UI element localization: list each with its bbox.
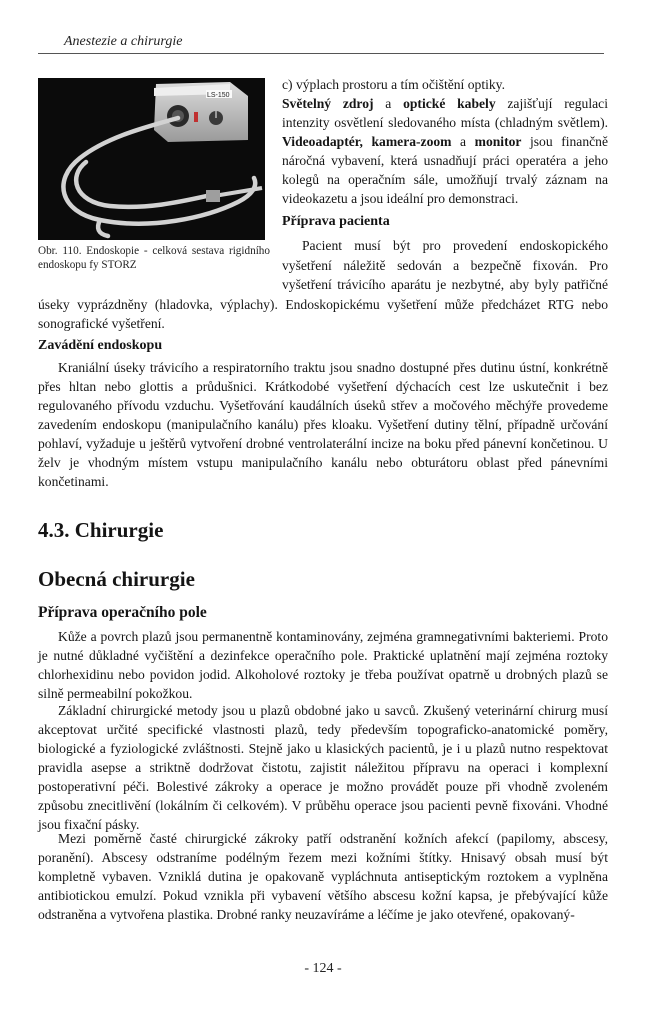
patient-prep-text: Pacient musí být pro provedení endoskopického vyšetření náležitě sedován a bezpečně fixován. Pro vyšetření trávicího aparátu je nezbytné, aby byly patřičné úseky vyprázdněny (hladovka, výplachy). Endoskopickému vyšetření může předcházet RTG nebo sonografické vyšetření. bbox=[38, 238, 608, 331]
paragraph-surgical-methods: Základní chirurgické metody jsou u plazů obdobné jako u savců. Zkušený veterinární chirurg musí akceptovat určité specifické vlastnosti plazů, tedy především topograficko-anatomické poměry, biologické a fyziologické zvláštnosti. Stejně jako u klasických pacientů, je i u plazů nutno respektovat pravidla asepse a striktně dodržovat čistotu, zajistit náležitou přípravu na operaci i komplexní postoperativní péči. Bolestivé zákroky a operace je možno provádět pouze při vhodně zvoleném způsobu znecitlivění (lokálním či celkovém). V průběhu operace jsou pacienti pevně fixováni. Vhodné jsou fixační pásky. bbox=[38, 703, 608, 832]
figure-text-wrap bbox=[38, 236, 282, 294]
header-rule bbox=[38, 53, 604, 54]
term-videoadapter: Videoadaptér, kamera-zoom bbox=[282, 134, 452, 149]
subsection-title: Obecná chirurgie bbox=[38, 567, 195, 591]
term-optical-cables: optické kabely bbox=[403, 96, 496, 111]
page-number: - 124 - bbox=[304, 961, 342, 976]
paragraph-optics-flush: c) výplach prostoru a tím očištění optiky. bbox=[282, 77, 505, 92]
term-light-source: Světelný zdroj bbox=[282, 96, 374, 111]
heading-zavadeni-endoskopu: Zavádění endoskopu bbox=[38, 338, 163, 353]
device-label: LS-150 bbox=[207, 92, 230, 99]
paragraph-endoscope-insertion: Kraniální úseky trávicího a respiratorního traktu jsou snadno dostupné přes dutinu ústní, konkrétně přes hltan nebo glottis a průdušnici. Krátkodobé vyšetření dýchacích cest lze uskutečnit i bez regulovaného přívodu vzduchu. Vyšetřování kaudálních úseků střev a močového měchýře provedeme zavedením endoskopu (manipulačního kanálu) přes kloaku. Vyšetření dutiny tělní, případně určování pohlaví, vyžaduje u ještěrů vytvoření drobné ventrolaterální incize na boku před pánevní končetinou. U želv je vhodným místem vstupu manipulačního kanálu nebo obturátoru oblast před pánevními končetinami. bbox=[38, 360, 608, 489]
text-run: a bbox=[373, 96, 404, 111]
endoscope-photo bbox=[38, 78, 265, 240]
heading-priprava-pole: Příprava operačního pole bbox=[38, 604, 207, 621]
term-monitor: monitor bbox=[474, 134, 522, 149]
paragraph-patient-prep bbox=[38, 236, 608, 334]
heading-priprava-pacienta: Příprava pacienta bbox=[282, 214, 390, 229]
header-title: Anestezie a chirurgie bbox=[64, 34, 183, 49]
figure-caption: Obr. 110. Endoskopie - celková sestava rigidního endoskopu fy STORZ bbox=[38, 245, 270, 271]
paragraph-skin-disinfection: Kůže a povrch plazů jsou permanentně kontaminovány, zejména gramnegativními bakteriemi. Proto je nutné důkladné vyčištění a dezinfekce operačního pole. Praktické uplatnění mají zejména roztoky chlorhexidinu nebo povidon jodid. Alkoholové roztoky je třeba používat opatrně u drobných plazů se silně permeabilní pokožkou. bbox=[38, 629, 608, 701]
paragraph-equipment bbox=[282, 94, 608, 208]
text-run: jsou finančně náročná vybavení, která usnadňují práci operatéra a jeho kolegů na operačním sále, umožňují trvalý záznam na videokazetu a jsou ideální pro demonstraci. bbox=[282, 134, 608, 206]
paragraph-common-procedures: Mezi poměrně časté chirurgické zákroky patří odstranění kožních afekcí (papilomy, abscesy, poranění). Abscesy odstraníme podélným řezem mezi kožními štítky. Hnisavý obsah musí být kompletně vybaven. Vzniklá dutina je opakovaně vypláchnuta antiseptickým roztokem a vyplněna antibiotickou emulzí. Pokud vznikla při vybavení většího abscesu kožní kapsa, je přebývající kůže odstraněna a vytvořena plastika. Drobné ranky neuzavíráme a léčíme je jako otevřené, opakovaný- bbox=[38, 831, 608, 922]
text-run: zajišťují regulaci intenzity osvětlení sledovaného místa (chladným světlem). bbox=[282, 96, 608, 130]
light-source-box bbox=[154, 82, 248, 142]
text-run: a bbox=[451, 134, 475, 149]
section-title: 4.3. Chirurgie bbox=[38, 518, 164, 542]
